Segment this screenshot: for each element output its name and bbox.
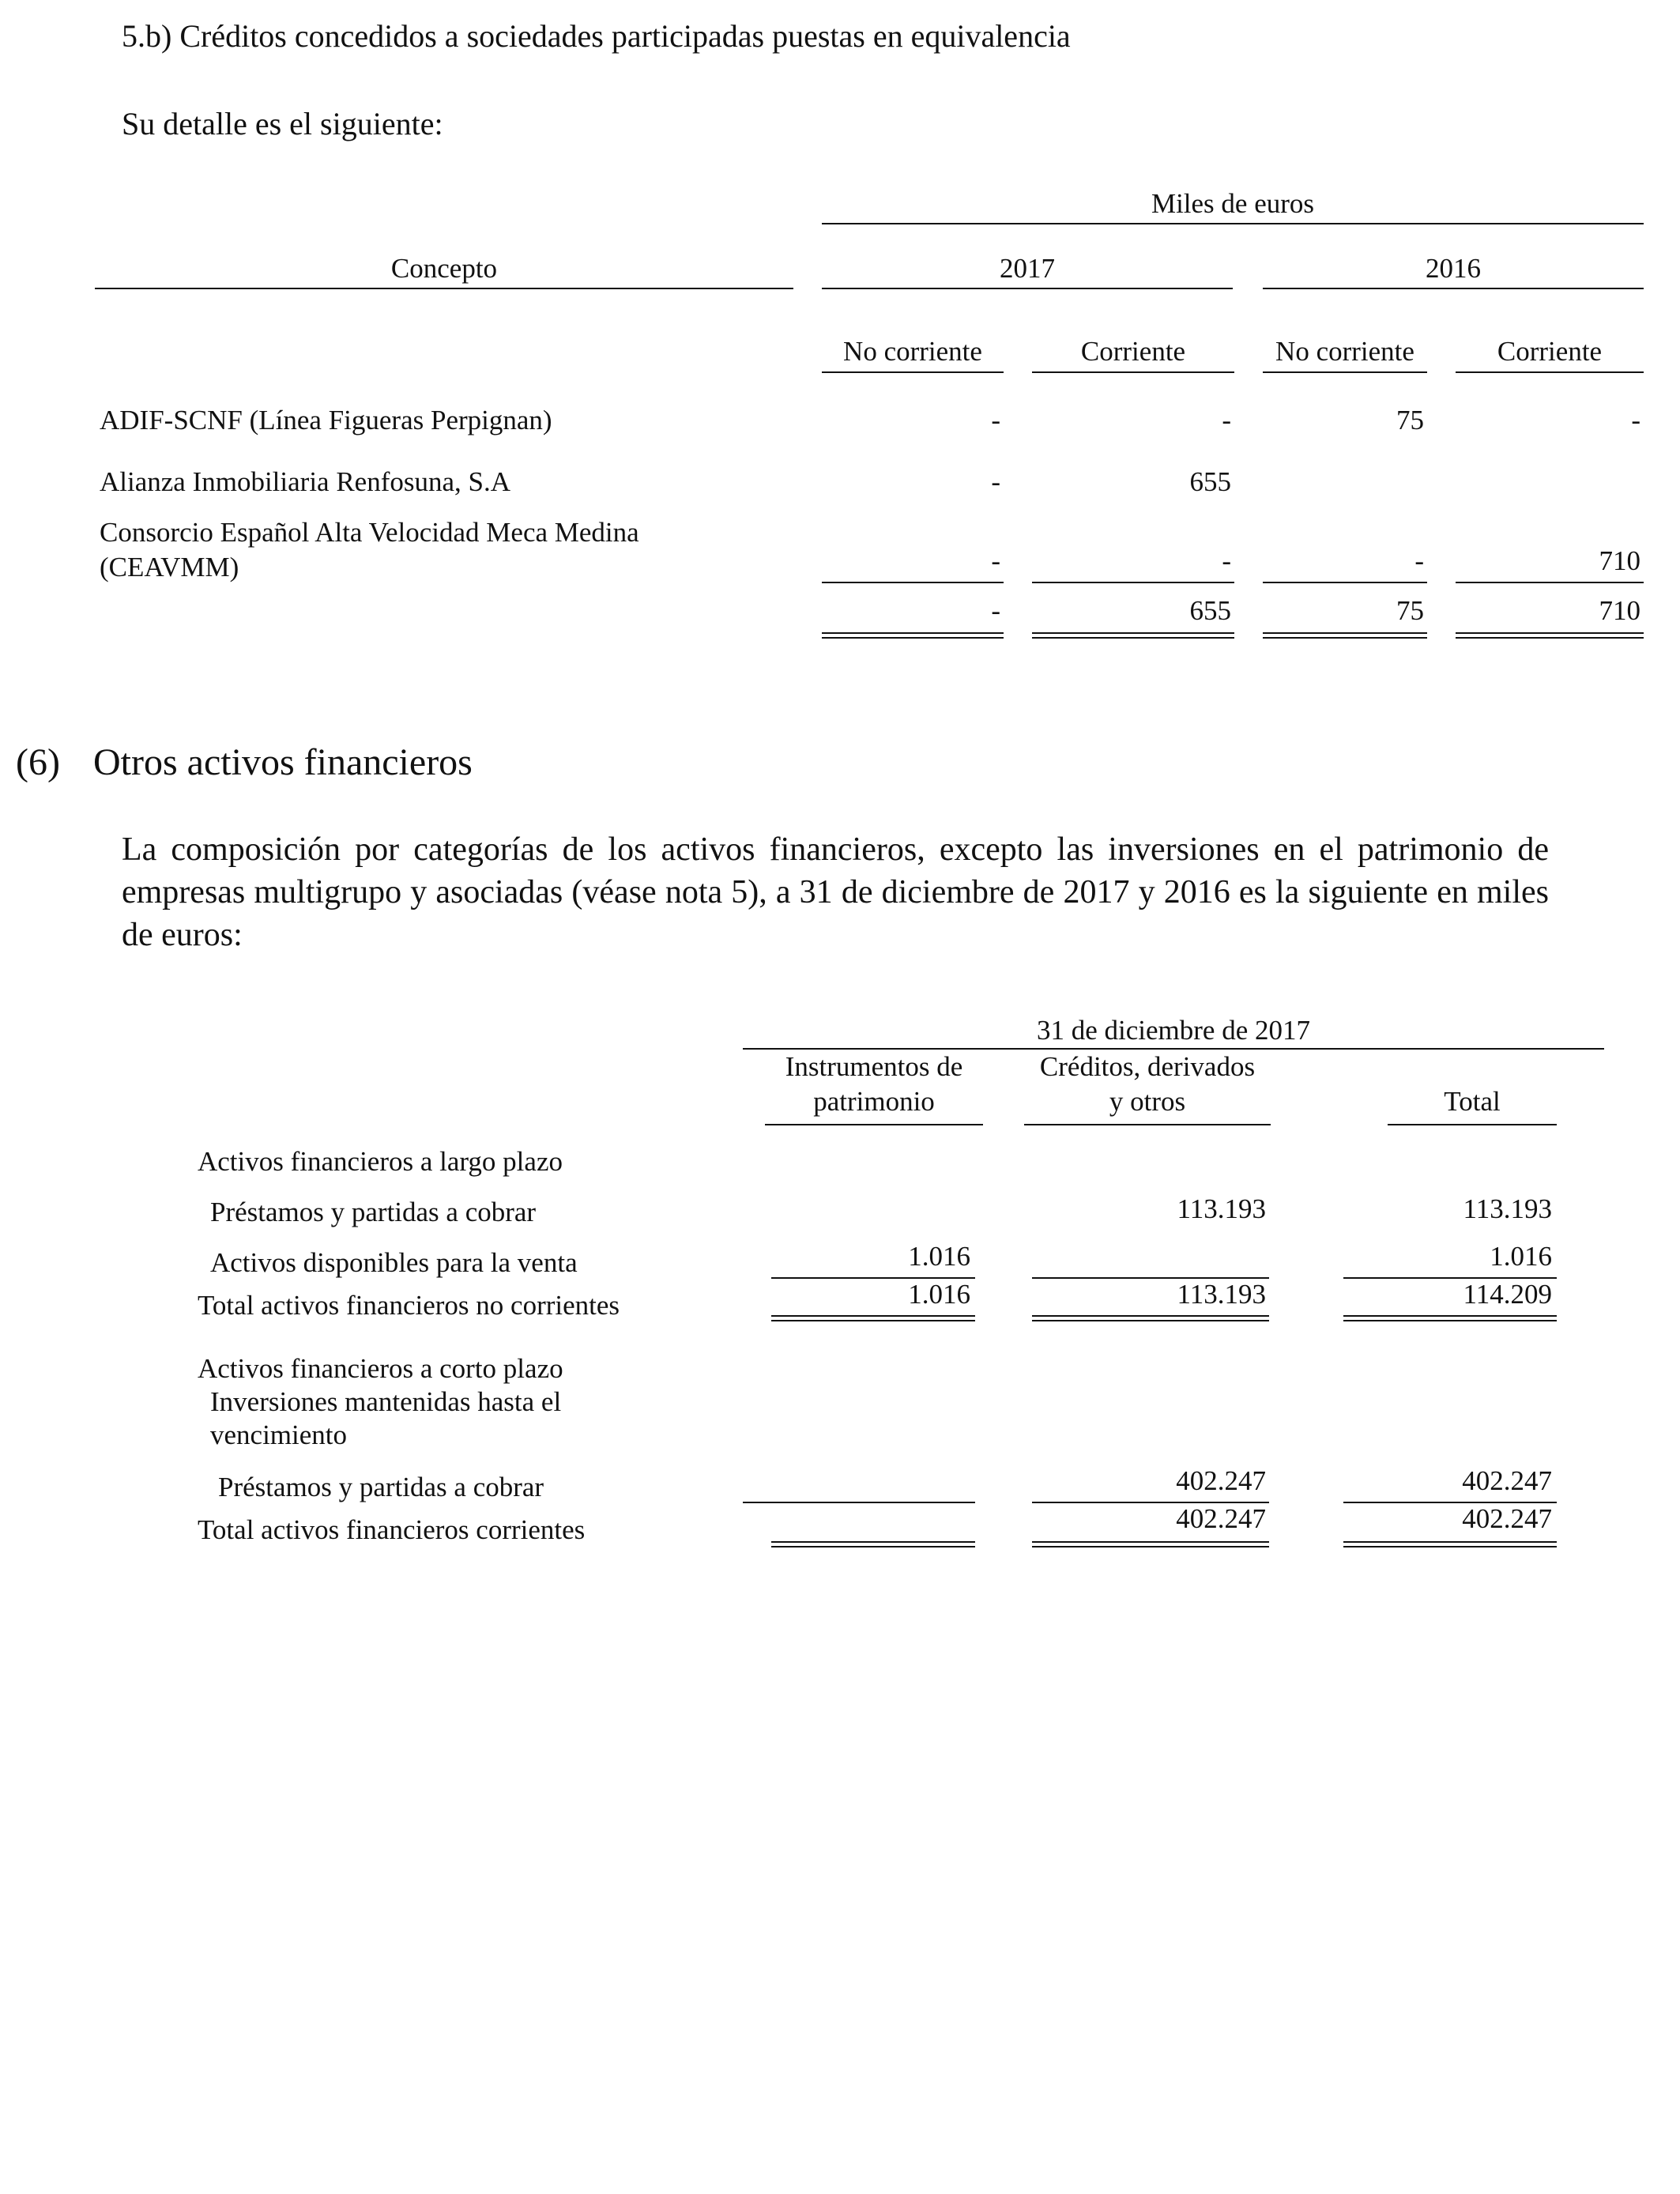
cell-value: -: [1222, 545, 1231, 576]
total-value: -: [991, 595, 1000, 626]
cell-value: -: [991, 405, 1000, 435]
unit-header: Miles de euros: [1151, 188, 1315, 219]
divider: [743, 1048, 1604, 1050]
cell-value: 1.016: [1490, 1241, 1552, 1272]
total-value: 114.209: [1463, 1279, 1552, 1310]
cell-value: 710: [1599, 545, 1640, 576]
total-value: 710: [1599, 595, 1640, 626]
row-label: Préstamos y partidas a cobrar: [210, 1197, 537, 1227]
col-header-corriente: Corriente: [1497, 336, 1603, 367]
cell-value: 113.193: [1177, 1193, 1266, 1224]
divider: [1263, 371, 1427, 373]
row-label: Préstamos y partidas a cobrar: [218, 1472, 544, 1502]
col-header-instrumentos: Instrumentos de: [785, 1051, 963, 1082]
year-header-2017: 2017: [1000, 253, 1055, 284]
subtotal-rule: [822, 582, 1004, 583]
row-label: (CEAVMM): [100, 552, 239, 582]
divider: [765, 1124, 983, 1125]
year-header-2016: 2016: [1426, 253, 1481, 284]
col-header-no-corriente: No corriente: [843, 336, 982, 367]
subtotal-rule: [743, 1502, 975, 1503]
divider: [822, 288, 1233, 289]
divider: [1032, 371, 1234, 373]
divider: [95, 288, 793, 289]
row-label: Consorcio Español Alta Velocidad Meca Medina: [100, 517, 639, 548]
col-header-total: Total: [1444, 1086, 1501, 1117]
subtotal-rule: [1456, 582, 1644, 583]
col-header-instrumentos: patrimonio: [813, 1086, 935, 1117]
total-double-rule: [771, 1315, 975, 1321]
group-subheader: vencimiento: [210, 1419, 348, 1450]
total-double-rule: [1343, 1315, 1557, 1321]
subtotal-rule: [1263, 582, 1427, 583]
total-label: Total activos financieros no corrientes: [198, 1290, 620, 1321]
cell-value: -: [1414, 545, 1424, 576]
cell-value: -: [991, 466, 1000, 497]
total-value: 402.247: [1462, 1503, 1552, 1534]
cell-value: -: [1631, 405, 1640, 435]
cell-value: 1.016: [908, 1241, 970, 1272]
divider: [1456, 371, 1644, 373]
total-double-rule: [1456, 632, 1644, 639]
section-number: (6): [16, 741, 60, 783]
row-label: ADIF-SCNF (Línea Figueras Perpignan): [100, 405, 552, 435]
col-header-no-corriente: No corriente: [1275, 336, 1414, 367]
divider: [1388, 1124, 1557, 1125]
section-intro: Su detalle es el siguiente:: [122, 106, 443, 141]
divider: [822, 371, 1004, 373]
concept-header: Concepto: [390, 253, 498, 284]
col-header-creditos: Créditos, derivados: [1039, 1051, 1256, 1082]
col-header-corriente: Corriente: [1080, 336, 1186, 367]
cell-value: -: [991, 545, 1000, 576]
group-subheader: Inversiones mantenidas hasta el: [210, 1386, 562, 1417]
section-paragraph: La composición por categorías de los activos financieros, excepto las inversiones en el patrimonio de empresas multigrupo y asociadas (véase nota 5), a 31 de diciembre de 2017 y 2016 es la siguiente en miles de euros:: [122, 831, 1549, 953]
section-title: Otros activos financieros: [93, 741, 473, 783]
divider: [822, 223, 1644, 224]
total-value: 1.016: [908, 1279, 970, 1310]
total-value: 402.247: [1176, 1503, 1266, 1534]
total-double-rule: [822, 632, 1004, 639]
total-double-rule: [1032, 632, 1234, 639]
total-double-rule: [1032, 1541, 1269, 1547]
total-double-rule: [1032, 1315, 1269, 1321]
divider: [1024, 1124, 1271, 1125]
row-label: Activos disponibles para la venta: [210, 1247, 578, 1278]
cell-value: 402.247: [1462, 1465, 1552, 1496]
total-value: 655: [1189, 595, 1231, 626]
total-double-rule: [1343, 1541, 1557, 1547]
subtotal-rule: [1032, 582, 1234, 583]
col-header-creditos: y otros: [1109, 1086, 1186, 1117]
total-double-rule: [771, 1541, 975, 1547]
row-label: Alianza Inmobiliaria Renfosuna, S.A: [100, 466, 511, 497]
divider: [1263, 288, 1644, 289]
total-value: 113.193: [1177, 1279, 1266, 1310]
total-label: Total activos financieros corrientes: [198, 1514, 586, 1545]
cell-value: -: [1222, 405, 1231, 435]
date-header: 31 de diciembre de 2017: [1036, 1015, 1310, 1046]
cell-value: 655: [1189, 466, 1231, 497]
total-value: 75: [1396, 595, 1424, 626]
group-header: Activos financieros a largo plazo: [198, 1146, 563, 1177]
group-header: Activos financieros a corto plazo: [198, 1353, 563, 1384]
cell-value: 402.247: [1176, 1465, 1266, 1496]
cell-value: 75: [1396, 405, 1424, 435]
total-double-rule: [1263, 632, 1427, 639]
section-heading: 5.b) Créditos concedidos a sociedades participadas puestas en equivalencia: [122, 18, 1071, 54]
cell-value: 113.193: [1463, 1193, 1552, 1224]
